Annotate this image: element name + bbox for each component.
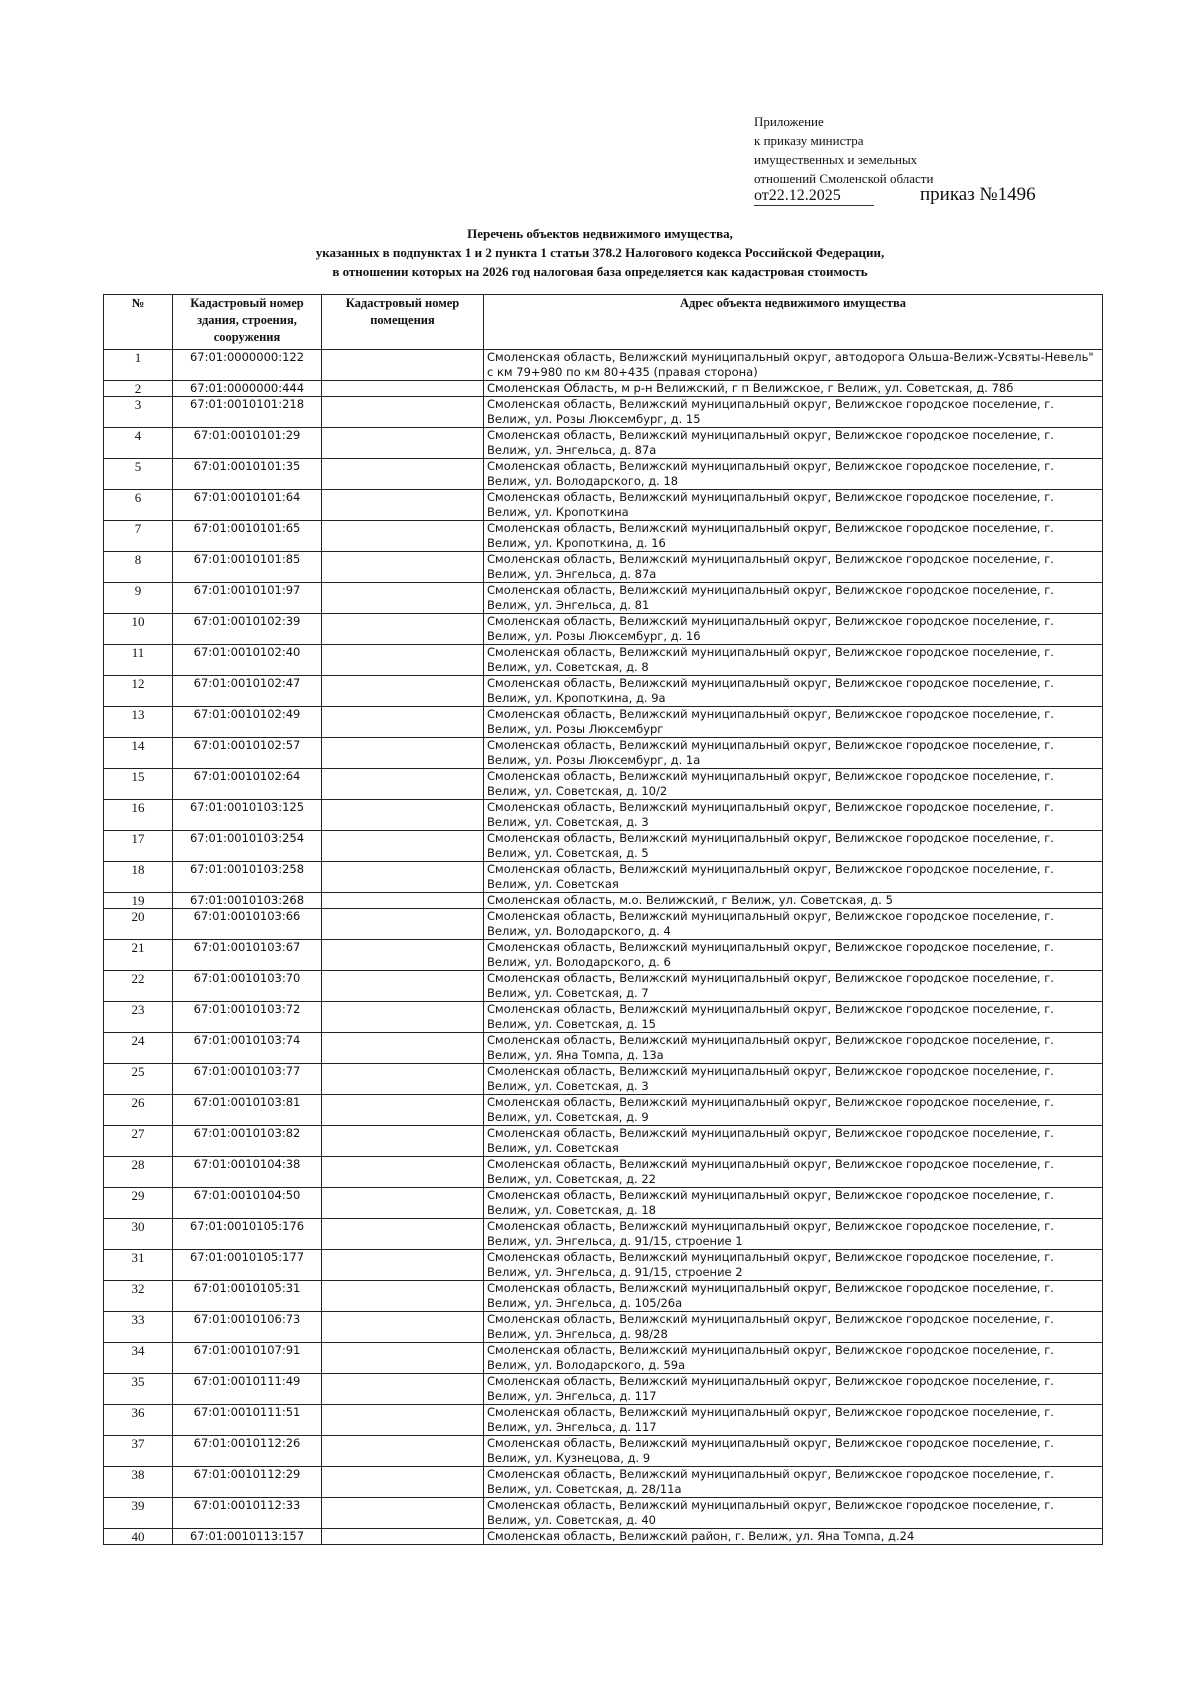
table-row <box>104 676 1103 707</box>
premises-cadastral-number <box>322 1281 484 1312</box>
property-address: Смоленская область, Велижский муниципальный округ, Велижское городское поселение, г. Велиж, ул. Розы Люксембург, д. 1а <box>484 738 1103 769</box>
row-number: 28 <box>104 1157 173 1188</box>
row-number: 21 <box>104 940 173 971</box>
table-row <box>104 645 1103 676</box>
header-number: № <box>104 295 173 350</box>
row-number: 36 <box>104 1405 173 1436</box>
property-address: Смоленская область, Велижский муниципальный округ, Велижское городское поселение, г. Велиж, ул. Советская <box>484 862 1103 893</box>
property-address: Смоленская область, Велижский муниципальный округ, Велижское городское поселение, г. Велиж, ул. Кропоткина <box>484 490 1103 521</box>
building-cadastral-number: 67:01:0010103:268 <box>173 893 322 909</box>
premises-cadastral-number <box>322 1157 484 1188</box>
table-row <box>104 1312 1103 1343</box>
building-cadastral-number: 67:01:0010104:38 <box>173 1157 322 1188</box>
building-cadastral-number: 67:01:0010102:40 <box>173 645 322 676</box>
property-address: Смоленская область, Велижский район, г. Велиж, ул. Яна Томпа, д.24 <box>484 1529 1103 1545</box>
property-address: Смоленская область, Велижский муниципальный округ, Велижское городское поселение, г. Велиж, ул. Энгельса, д. 87а <box>484 552 1103 583</box>
table-row <box>104 1157 1103 1188</box>
building-cadastral-number: 67:01:0010103:81 <box>173 1095 322 1126</box>
property-address: Смоленская область, Велижский муниципальный округ, Велижское городское поселение, г. Велиж, ул. Советская, д. 40 <box>484 1498 1103 1529</box>
row-number: 30 <box>104 1219 173 1250</box>
property-address: Смоленская область, Велижский муниципальный округ, Велижское городское поселение, г. Велиж, ул. Советская, д. 8 <box>484 645 1103 676</box>
premises-cadastral-number <box>322 521 484 552</box>
property-address: Смоленская область, Велижский муниципальный округ, Велижское городское поселение, г. Велиж, ул. Советская, д. 7 <box>484 971 1103 1002</box>
table-header-row <box>104 295 1103 350</box>
row-number: 10 <box>104 614 173 645</box>
table-row <box>104 1250 1103 1281</box>
building-cadastral-number: 67:01:0010103:66 <box>173 909 322 940</box>
row-number: 22 <box>104 971 173 1002</box>
appendix-line: к приказу министра <box>754 133 864 148</box>
property-address: Смоленская область, Велижский муниципальный округ, Велижское городское поселение, г. Велиж, ул. Советская, д. 28/11а <box>484 1467 1103 1498</box>
row-number: 11 <box>104 645 173 676</box>
row-number: 4 <box>104 428 173 459</box>
title-line: в отношении которых на 2026 год налоговая база определяется как кадастровая стоимость <box>332 264 868 279</box>
table-row <box>104 738 1103 769</box>
row-number: 5 <box>104 459 173 490</box>
premises-cadastral-number <box>322 1219 484 1250</box>
property-address: Смоленская область, Велижский муниципальный округ, Велижское городское поселение, г. Велиж, ул. Кузнецова, д. 9 <box>484 1436 1103 1467</box>
property-address: Смоленская область, Велижский муниципальный округ, Велижское городское поселение, г. Велиж, ул. Энгельса, д. 91/15, строение 1 <box>484 1219 1103 1250</box>
premises-cadastral-number <box>322 397 484 428</box>
property-address: Смоленская область, Велижский муниципальный округ, Велижское городское поселение, г. Велиж, ул. Энгельса, д. 117 <box>484 1405 1103 1436</box>
row-number: 13 <box>104 707 173 738</box>
building-cadastral-number: 67:01:0010112:29 <box>173 1467 322 1498</box>
premises-cadastral-number <box>322 971 484 1002</box>
building-cadastral-number: 67:01:0010112:26 <box>173 1436 322 1467</box>
row-number: 29 <box>104 1188 173 1219</box>
table-row <box>104 459 1103 490</box>
premises-cadastral-number <box>322 645 484 676</box>
order-number: приказ №1496 <box>920 184 1036 205</box>
table-row <box>104 552 1103 583</box>
building-cadastral-number: 67:01:0010103:67 <box>173 940 322 971</box>
header-building-cadastral: Кадастровый номер здания, строения, сооружения <box>173 295 322 350</box>
appendix-block <box>754 112 933 188</box>
premises-cadastral-number <box>322 862 484 893</box>
premises-cadastral-number <box>322 738 484 769</box>
table-row <box>104 1467 1103 1498</box>
order-line <box>754 184 1036 206</box>
building-cadastral-number: 67:01:0010101:97 <box>173 583 322 614</box>
building-cadastral-number: 67:01:0010103:254 <box>173 831 322 862</box>
table-row <box>104 1343 1103 1374</box>
row-number: 37 <box>104 1436 173 1467</box>
row-number: 15 <box>104 769 173 800</box>
row-number: 18 <box>104 862 173 893</box>
property-address: Смоленская область, Велижский муниципальный округ, Велижское городское поселение, г. Велиж, ул. Энгельса, д. 87а <box>484 428 1103 459</box>
row-number: 14 <box>104 738 173 769</box>
property-address: Смоленская область, Велижский муниципальный округ, Велижское городское поселение, г. Велиж, ул. Володарского, д. 4 <box>484 909 1103 940</box>
premises-cadastral-number <box>322 1002 484 1033</box>
premises-cadastral-number <box>322 552 484 583</box>
table-row <box>104 1374 1103 1405</box>
premises-cadastral-number <box>322 1436 484 1467</box>
building-cadastral-number: 67:01:0010102:64 <box>173 769 322 800</box>
building-cadastral-number: 67:01:0010102:39 <box>173 614 322 645</box>
row-number: 35 <box>104 1374 173 1405</box>
row-number: 38 <box>104 1467 173 1498</box>
building-cadastral-number: 67:01:0010102:47 <box>173 676 322 707</box>
appendix-line: отношений Смоленской области <box>754 171 934 186</box>
row-number: 2 <box>104 381 173 397</box>
table-row <box>104 521 1103 552</box>
premises-cadastral-number <box>322 831 484 862</box>
row-number: 40 <box>104 1529 173 1545</box>
title-line: указанных в подпунктах 1 и 2 пункта 1 статьи 378.2 Налогового кодекса Российской Федерации, <box>315 245 885 260</box>
building-cadastral-number: 67:01:0010105:31 <box>173 1281 322 1312</box>
row-number: 25 <box>104 1064 173 1095</box>
premises-cadastral-number <box>322 1033 484 1064</box>
row-number: 7 <box>104 521 173 552</box>
property-address: Смоленская область, Велижский муниципальный округ, Велижское городское поселение, г. Велиж, ул. Энгельса, д. 91/15, строение 2 <box>484 1250 1103 1281</box>
row-number: 1 <box>104 350 173 381</box>
building-cadastral-number: 67:01:0010103:70 <box>173 971 322 1002</box>
building-cadastral-number: 67:01:0010105:177 <box>173 1250 322 1281</box>
premises-cadastral-number <box>322 583 484 614</box>
property-address: Смоленская область, Велижский муниципальный округ, Велижское городское поселение, г. Велиж, ул. Кропоткина, д. 9а <box>484 676 1103 707</box>
building-cadastral-number: 67:01:0010101:85 <box>173 552 322 583</box>
table-row <box>104 893 1103 909</box>
table-row <box>104 707 1103 738</box>
premises-cadastral-number <box>322 428 484 459</box>
premises-cadastral-number <box>322 1467 484 1498</box>
property-address: Смоленская область, Велижский муниципальный округ, Велижское городское поселение, г. Велиж, ул. Яна Томпа, д. 13а <box>484 1033 1103 1064</box>
building-cadastral-number: 67:01:0010102:49 <box>173 707 322 738</box>
table-row <box>104 1405 1103 1436</box>
building-cadastral-number: 67:01:0010107:91 <box>173 1343 322 1374</box>
title-line: Перечень объектов недвижимого имущества, <box>467 226 733 241</box>
property-address: Смоленская область, Велижский муниципальный округ, Велижское городское поселение, г. Велиж, ул. Розы Люксембург <box>484 707 1103 738</box>
premises-cadastral-number <box>322 893 484 909</box>
property-address: Смоленская область, Велижский муниципальный округ, Велижское городское поселение, г. Велиж, ул. Володарского, д. 59а <box>484 1343 1103 1374</box>
building-cadastral-number: 67:01:0010101:29 <box>173 428 322 459</box>
table-row <box>104 1529 1103 1545</box>
premises-cadastral-number <box>322 1405 484 1436</box>
header-premises-cadastral: Кадастровый номер помещения <box>322 295 484 350</box>
property-address: Смоленская область, Велижский муниципальный округ, Велижское городское поселение, г. Велиж, ул. Советская, д. 9 <box>484 1095 1103 1126</box>
table-row <box>104 862 1103 893</box>
building-cadastral-number: 67:01:0010111:51 <box>173 1405 322 1436</box>
property-address: Смоленская область, Велижский муниципальный округ, Велижское городское поселение, г. Велиж, ул. Энгельса, д. 81 <box>484 583 1103 614</box>
table-row <box>104 1095 1103 1126</box>
building-cadastral-number: 67:01:0010105:176 <box>173 1219 322 1250</box>
table-row <box>104 397 1103 428</box>
building-cadastral-number: 67:01:0010103:258 <box>173 862 322 893</box>
property-address: Смоленская область, Велижский муниципальный округ, Велижское городское поселение, г. Велиж, ул. Советская, д. 3 <box>484 1064 1103 1095</box>
date-value: 22.12.2025 <box>768 187 841 204</box>
premises-cadastral-number <box>322 707 484 738</box>
property-table <box>103 294 1103 1545</box>
property-address: Смоленская область, Велижский муниципальный округ, Велижское городское поселение, г. Велиж, ул. Советская, д. 18 <box>484 1188 1103 1219</box>
table-row <box>104 428 1103 459</box>
row-number: 8 <box>104 552 173 583</box>
premises-cadastral-number <box>322 769 484 800</box>
property-address: Смоленская область, Велижский муниципальный округ, Велижское городское поселение, г. Велиж, ул. Володарского, д. 6 <box>484 940 1103 971</box>
table-row <box>104 769 1103 800</box>
premises-cadastral-number <box>322 1188 484 1219</box>
table-row <box>104 614 1103 645</box>
date-prefix: от <box>754 187 769 204</box>
appendix-line: Приложение <box>754 114 824 129</box>
table-row <box>104 1064 1103 1095</box>
building-cadastral-number: 67:01:0010102:57 <box>173 738 322 769</box>
property-address: Смоленская область, м.о. Велижский, г Велиж, ул. Советская, д. 5 <box>484 893 1103 909</box>
property-address: Смоленская область, Велижский муниципальный округ, Велижское городское поселение, г. Велиж, ул. Кропоткина, д. 16 <box>484 521 1103 552</box>
appendix-line: имущественных и земельных <box>754 152 918 167</box>
row-number: 20 <box>104 909 173 940</box>
building-cadastral-number: 67:01:0010103:74 <box>173 1033 322 1064</box>
property-address: Смоленская область, Велижский муниципальный округ, Велижское городское поселение, г. Велиж, ул. Розы Люксембург, д. 16 <box>484 614 1103 645</box>
premises-cadastral-number <box>322 1095 484 1126</box>
property-address: Смоленская область, Велижский муниципальный округ, Велижское городское поселение, г. Велиж, ул. Энгельса, д. 98/28 <box>484 1312 1103 1343</box>
row-number: 16 <box>104 800 173 831</box>
property-address: Смоленская область, Велижский муниципальный округ, Велижское городское поселение, г. Велиж, ул. Советская, д. 5 <box>484 831 1103 862</box>
table-row <box>104 940 1103 971</box>
table-row <box>104 971 1103 1002</box>
row-number: 33 <box>104 1312 173 1343</box>
premises-cadastral-number <box>322 1064 484 1095</box>
row-number: 19 <box>104 893 173 909</box>
row-number: 26 <box>104 1095 173 1126</box>
property-address: Смоленская область, Велижский муниципальный округ, Велижское городское поселение, г. Велиж, ул. Энгельса, д. 105/26а <box>484 1281 1103 1312</box>
table-row <box>104 490 1103 521</box>
property-address: Смоленская область, Велижский муниципальный округ, Велижское городское поселение, г. Велиж, ул. Советская, д. 22 <box>484 1157 1103 1188</box>
table-row <box>104 909 1103 940</box>
table-row <box>104 583 1103 614</box>
premises-cadastral-number <box>322 1343 484 1374</box>
premises-cadastral-number <box>322 1250 484 1281</box>
property-address: Смоленская область, Велижский муниципальный округ, автодорога Ольша-Велиж-Усвяты-Невель" с км 79+980 по км 80+435 (правая сторона) <box>484 350 1103 381</box>
premises-cadastral-number <box>322 800 484 831</box>
row-number: 9 <box>104 583 173 614</box>
building-cadastral-number: 67:01:0010101:35 <box>173 459 322 490</box>
premises-cadastral-number <box>322 940 484 971</box>
table-row <box>104 1188 1103 1219</box>
row-number: 6 <box>104 490 173 521</box>
table-body <box>104 350 1103 1545</box>
building-cadastral-number: 67:01:0010103:125 <box>173 800 322 831</box>
property-address: Смоленская область, Велижский муниципальный округ, Велижское городское поселение, г. Велиж, ул. Советская, д. 15 <box>484 1002 1103 1033</box>
row-number: 32 <box>104 1281 173 1312</box>
building-cadastral-number: 67:01:0010101:64 <box>173 490 322 521</box>
table-row <box>104 1033 1103 1064</box>
building-cadastral-number: 67:01:0010104:50 <box>173 1188 322 1219</box>
building-cadastral-number: 67:01:0010103:82 <box>173 1126 322 1157</box>
premises-cadastral-number <box>322 459 484 490</box>
premises-cadastral-number <box>322 490 484 521</box>
premises-cadastral-number <box>322 1126 484 1157</box>
property-address: Смоленская область, Велижский муниципальный округ, Велижское городское поселение, г. Велиж, ул. Энгельса, д. 117 <box>484 1374 1103 1405</box>
header-address: Адрес объекта недвижимого имущества <box>484 295 1103 350</box>
row-number: 27 <box>104 1126 173 1157</box>
premises-cadastral-number <box>322 909 484 940</box>
building-cadastral-number: 67:01:0000000:122 <box>173 350 322 381</box>
table-row <box>104 1219 1103 1250</box>
building-cadastral-number: 67:01:0010103:72 <box>173 1002 322 1033</box>
premises-cadastral-number <box>322 1312 484 1343</box>
table-row <box>104 831 1103 862</box>
table-row <box>104 350 1103 381</box>
row-number: 12 <box>104 676 173 707</box>
premises-cadastral-number <box>322 1498 484 1529</box>
building-cadastral-number: 67:01:0010111:49 <box>173 1374 322 1405</box>
premises-cadastral-number <box>322 1374 484 1405</box>
premises-cadastral-number <box>322 381 484 397</box>
row-number: 23 <box>104 1002 173 1033</box>
premises-cadastral-number <box>322 350 484 381</box>
building-cadastral-number: 67:01:0010112:33 <box>173 1498 322 1529</box>
row-number: 24 <box>104 1033 173 1064</box>
building-cadastral-number: 67:01:0010113:157 <box>173 1529 322 1545</box>
premises-cadastral-number <box>322 614 484 645</box>
table-row <box>104 381 1103 397</box>
building-cadastral-number: 67:01:0010101:218 <box>173 397 322 428</box>
property-address: Смоленская область, Велижский муниципальный округ, Велижское городское поселение, г. Велиж, ул. Советская, д. 3 <box>484 800 1103 831</box>
table-row <box>104 1281 1103 1312</box>
building-cadastral-number: 67:01:0010106:73 <box>173 1312 322 1343</box>
property-address: Смоленская область, Велижский муниципальный округ, Велижское городское поселение, г. Велиж, ул. Володарского, д. 18 <box>484 459 1103 490</box>
row-number: 17 <box>104 831 173 862</box>
property-address: Смоленская область, Велижский муниципальный округ, Велижское городское поселение, г. Велиж, ул. Советская <box>484 1126 1103 1157</box>
building-cadastral-number: 67:01:0000000:444 <box>173 381 322 397</box>
document-title <box>0 224 1200 281</box>
row-number: 39 <box>104 1498 173 1529</box>
row-number: 34 <box>104 1343 173 1374</box>
row-number: 31 <box>104 1250 173 1281</box>
property-address: Смоленская Область, м р-н Велижский, г п Велижское, г Велиж, ул. Советская, д. 78б <box>484 381 1103 397</box>
order-date <box>754 187 874 206</box>
property-address: Смоленская область, Велижский муниципальный округ, Велижское городское поселение, г. Велиж, ул. Советская, д. 10/2 <box>484 769 1103 800</box>
table-row <box>104 1002 1103 1033</box>
row-number: 3 <box>104 397 173 428</box>
table-row <box>104 800 1103 831</box>
building-cadastral-number: 67:01:0010103:77 <box>173 1064 322 1095</box>
table-row <box>104 1436 1103 1467</box>
premises-cadastral-number <box>322 1529 484 1545</box>
table-row <box>104 1498 1103 1529</box>
building-cadastral-number: 67:01:0010101:65 <box>173 521 322 552</box>
premises-cadastral-number <box>322 676 484 707</box>
table-row <box>104 1126 1103 1157</box>
property-address: Смоленская область, Велижский муниципальный округ, Велижское городское поселение, г. Велиж, ул. Розы Люксембург, д. 15 <box>484 397 1103 428</box>
